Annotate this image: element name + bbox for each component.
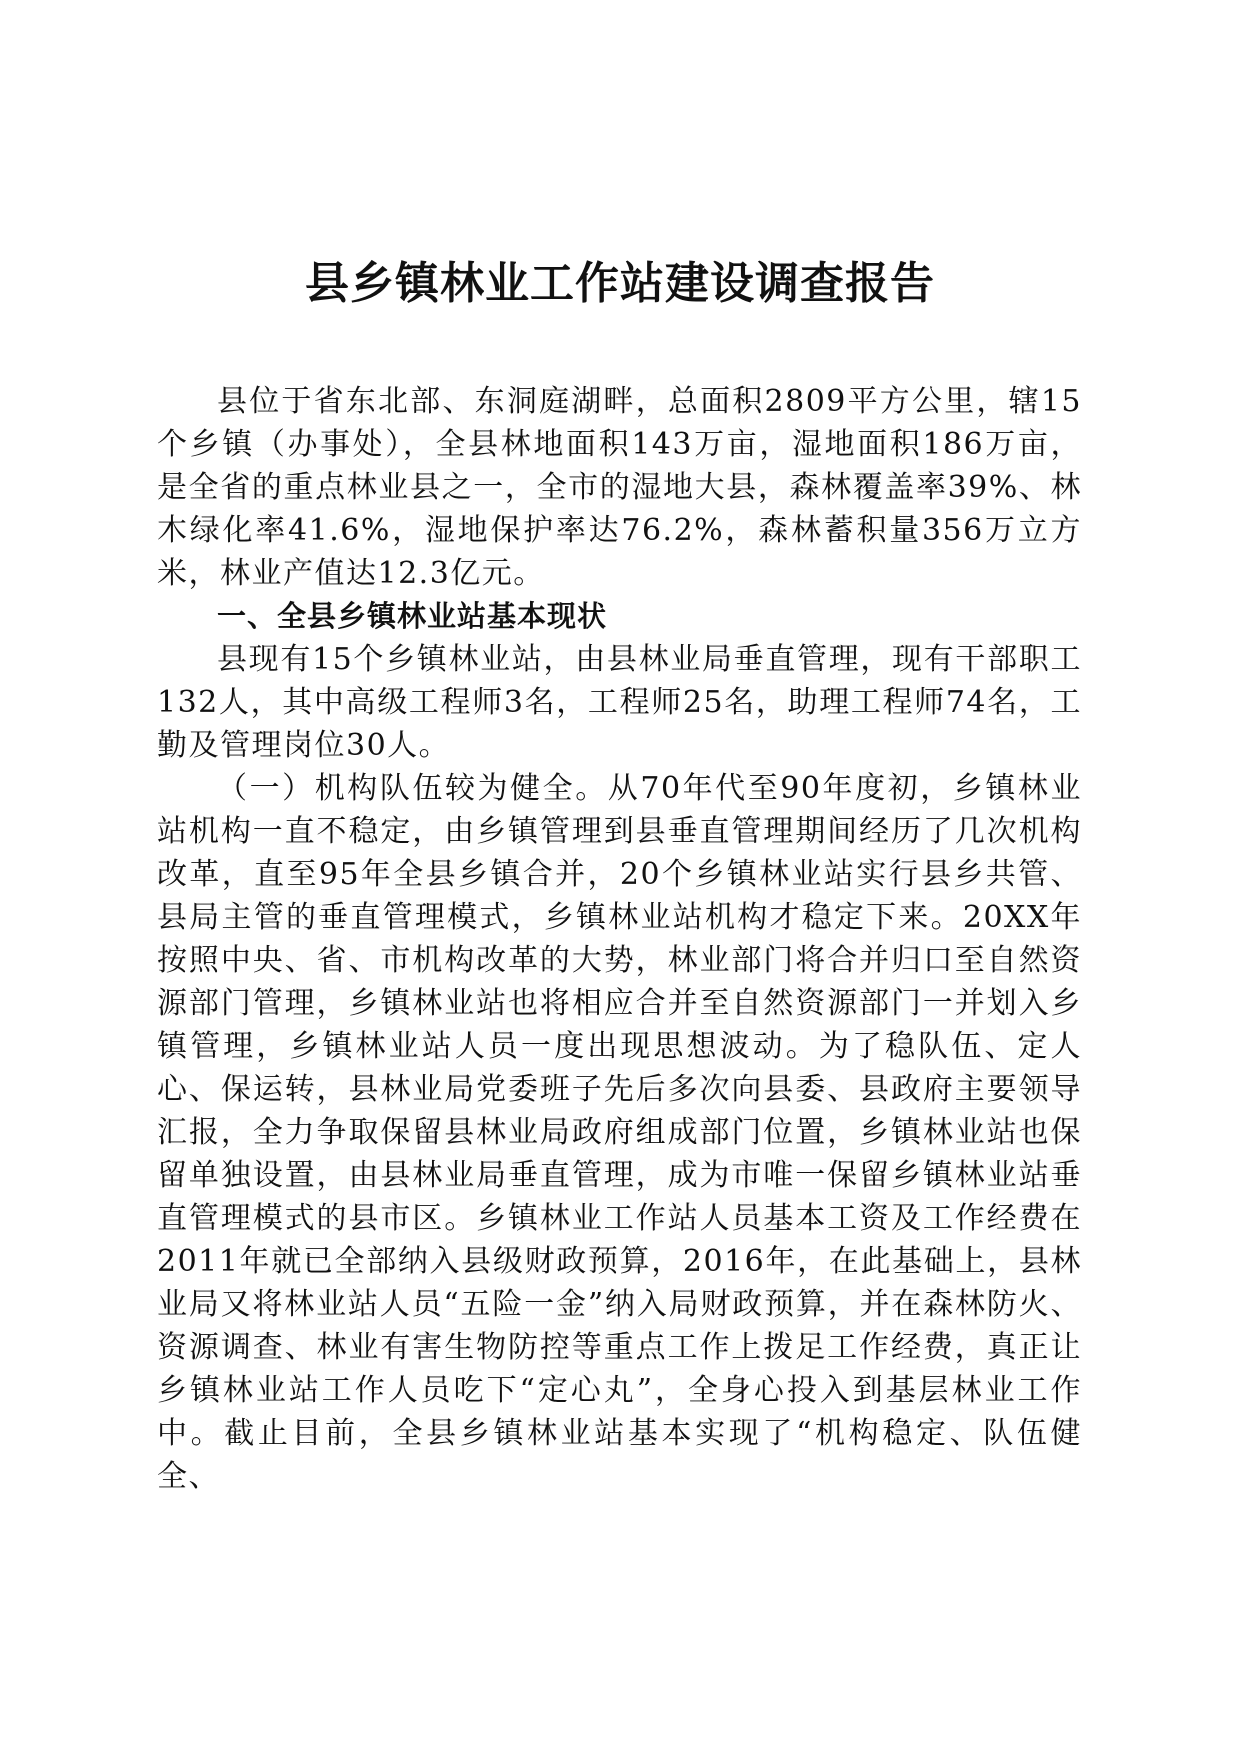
subsection-1-body: 从70年代至90年度初，乡镇林业站机构一直不稳定，由乡镇管理到县垂直管理期间经历了几次机构改革，直至95年全县乡镇合并，20个乡镇林业站实行县乡共管、县局主管的垂直管理模式，乡镇林业站机构才稳定下来。20XX年按照中央、省、市机构改革的大势，林业部门将合并归口至自然资源部门管理，乡镇林业站也将相应合并至自然资源部门一并划入乡镇管理，乡镇林业站人员一度出现思想波动。为了稳队伍、定人心、保运转，县林业局党委班子先后多次向县委、县政府主要领导汇报，全力争取保留县林业局政府组成部门位置，乡镇林业站也保留单独设置，由县林业局垂直管理，成为市唯一保留乡镇林业站垂直管理模式的县市区。乡镇林业工作站人员基本工资及工作经费在2011年就已全部纳入县级财政预算，2016年，在此基础上，县林业局又将林业站人员“五险一金”纳入局财政预算，并在森林防火、资源调查、林业有害生物防控等重点工作上拨足工作经费，真正让乡镇林业站工作人员吃下“定心丸”，全身心投入到基层林业工作中。截止目前，全县乡镇林业站基本实现了“机构稳定、队伍健全、 <box>157 771 1082 1494</box>
section-1-paragraph: 县现有15个乡镇林业站，由县林业局垂直管理，现有干部职工132人，其中高级工程师3名，工程师25名，助理工程师74名，工勤及管理岗位30人。 <box>157 642 1082 763</box>
document-title: 县乡镇林业工作站建设调查报告 <box>305 258 935 309</box>
intro-paragraph: 县位于省东北部、东洞庭湖畔，总面积2809平方公里，辖15个乡镇（办事处），全县林地面积143万亩，湿地面积186万亩，是全省的重点林业县之一，全市的湿地大县，森林覆盖率39%、林木绿化率41.6%，湿地保护率达76.2%，森林蓄积量356万立方米，林业产值达12.3亿元。 <box>157 384 1082 591</box>
subsection-1-heading: （一）机构队伍较为健全。 <box>217 771 608 806</box>
subsection-1-paragraph <box>157 767 1082 1498</box>
document-body <box>157 380 1082 1498</box>
section-1-heading: 一、全县乡镇林业站基本现状 <box>217 599 608 633</box>
